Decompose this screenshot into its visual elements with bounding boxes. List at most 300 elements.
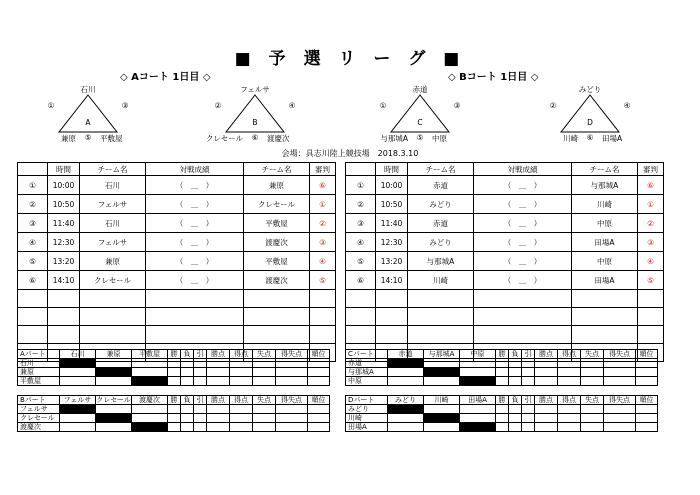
match-team2: 兼原 [244,176,310,195]
opponent-header: 石川 [60,350,96,359]
self-match-cell [460,377,496,386]
match-team2: 中原 [572,252,638,271]
result-cell [253,414,276,423]
result-cell [132,405,168,414]
team-name: 平敷屋 [18,377,60,386]
opponent-header: 平敷屋 [132,350,168,359]
part-label: Dパート [346,396,388,405]
blank-cell [18,326,48,344]
match-row [346,233,664,252]
match-no: ② [346,195,376,214]
stat-header: 勝 [168,396,181,405]
result-cell [388,368,424,377]
match-time: 10:00 [376,176,408,195]
match-ref: ⑤ [310,271,336,290]
match-team1: フェルサ [80,195,146,214]
blank-cell [80,290,146,308]
match-no: ③ [346,214,376,233]
match-row [346,176,664,195]
match-score: （ ＿ ） [146,271,244,290]
result-cell [522,423,535,432]
match-ref: ⑤ [638,271,664,290]
match-team1: 与那城A [408,252,474,271]
blank-cell [572,308,638,326]
team-name: 赤道 [346,359,388,368]
result-cell [424,377,460,386]
match-time: 11:40 [376,214,408,233]
result-cell [132,368,168,377]
result-cell [558,377,581,386]
match-no: ① [346,176,376,195]
standings-table [345,349,658,386]
match-ref: ⑥ [310,176,336,195]
blank-cell [244,308,310,326]
schedule-header: 時間 [48,163,80,176]
stat-header: 負 [181,396,194,405]
result-cell [276,405,308,414]
match-score: （ ＿ ） [474,176,572,195]
match-team2: クレセール [244,195,310,214]
schedule-header: 審判 [310,163,336,176]
result-cell [522,377,535,386]
result-cell [509,423,522,432]
team-name: 川崎 [346,414,388,423]
blank-cell [48,290,80,308]
match-no: ① [18,176,48,195]
triangle-letter: C [417,118,423,127]
result-cell [194,377,207,386]
match-score: （ ＿ ） [474,252,572,271]
stat-header: 引 [194,396,207,405]
match-ref: ④ [638,252,664,271]
stat-header: 得失点 [604,396,636,405]
match-ref: ③ [310,233,336,252]
result-cell [522,359,535,368]
result-cell [581,368,604,377]
match-ref: ② [310,214,336,233]
result-cell [581,359,604,368]
result-cell [96,423,132,432]
schedule-header: 対戦成績 [474,163,572,176]
result-cell [276,359,308,368]
result-cell [132,414,168,423]
match-team1: 兼原 [80,252,146,271]
stat-header: 引 [522,350,535,359]
team-name: クレセール [18,414,60,423]
result-cell [636,368,658,377]
blank-cell [638,308,664,326]
result-cell [522,414,535,423]
self-match-cell [460,423,496,432]
match-team2: 平敷屋 [244,214,310,233]
opponent-header: 川崎 [424,396,460,405]
triangle-letter: B [252,118,258,127]
match-team1: 石川 [80,176,146,195]
result-cell [604,377,636,386]
blank-cell [244,326,310,344]
result-cell [276,368,308,377]
result-cell [60,423,96,432]
part-label: Cパート [346,350,388,359]
stat-header: 順位 [308,350,330,359]
team-name: みどり [346,405,388,414]
blank-cell [146,326,244,344]
triangle-n-right: ④ [288,101,296,110]
result-cell [535,423,558,432]
blank-cell [48,326,80,344]
result-cell [308,377,330,386]
match-ref: ① [310,195,336,214]
result-cell [168,368,181,377]
result-cell [60,377,96,386]
result-cell [181,405,194,414]
match-row [18,176,336,195]
blank-row [18,308,336,326]
standings-table [345,395,658,432]
stat-header: 得点 [558,396,581,405]
result-cell [460,368,496,377]
part-label: Aパート [18,350,60,359]
team-name: 渡慶次 [18,423,60,432]
result-cell [230,377,253,386]
opponent-header: みどり [388,396,424,405]
match-team1: 石川 [80,214,146,233]
blank-cell [474,326,572,344]
result-cell [496,368,509,377]
match-no: ⑥ [18,271,48,290]
match-time: 12:30 [48,233,80,252]
triangle-n-left: ① [47,101,55,110]
triangle-right: 田場A [602,134,623,143]
standing-row [18,423,330,432]
match-team2: 平敷屋 [244,252,310,271]
triangle-letter: A [85,118,91,127]
result-cell [424,405,460,414]
result-cell [253,359,276,368]
result-cell [496,423,509,432]
result-cell [509,414,522,423]
self-match-cell [424,414,460,423]
opponent-header: 赤道 [388,350,424,359]
blank-cell [346,290,376,308]
page-title: ■ 予 選 リ ー グ ■ [234,49,466,69]
header-blank [346,163,376,176]
triangle-left: 兼原 [61,134,76,143]
triangle-right: 平敷屋 [100,134,123,143]
triangle-left: 与那城A [380,134,408,143]
result-cell [558,359,581,368]
result-cell [460,359,496,368]
result-cell [496,377,509,386]
result-cell [96,377,132,386]
result-cell [581,405,604,414]
team-name: 兼原 [18,368,60,377]
standing-row [346,377,658,386]
result-cell [636,423,658,432]
schedule-header: チーム名 [408,163,474,176]
stat-header: 順位 [308,396,330,405]
header-blank [18,163,48,176]
schedule-header: 時間 [376,163,408,176]
result-cell [604,405,636,414]
stat-header: 失点 [581,350,604,359]
result-cell [194,414,207,423]
match-team1: 赤道 [408,176,474,195]
result-cell [581,414,604,423]
blank-row [346,326,664,344]
match-no: ④ [18,233,48,252]
match-time: 13:20 [376,252,408,271]
match-score: （ ＿ ） [474,271,572,290]
result-cell [535,414,558,423]
result-cell [96,359,132,368]
self-match-cell [388,405,424,414]
result-cell [253,368,276,377]
triangle-right: 中原 [432,134,447,143]
match-team1: みどり [408,195,474,214]
stat-header: 失点 [253,396,276,405]
result-cell [535,359,558,368]
match-team2: 中原 [572,214,638,233]
result-cell [253,405,276,414]
standing-row [346,405,658,414]
stat-header: 得点 [230,396,253,405]
match-score: （ ＿ ） [146,214,244,233]
standings-table [17,349,330,386]
self-match-cell [132,423,168,432]
match-time: 10:50 [376,195,408,214]
triangle-n-right: ③ [121,101,129,110]
result-cell [460,405,496,414]
match-time: 11:40 [48,214,80,233]
triangle-n-left: ② [549,101,557,110]
triangle-n-right: ④ [623,101,631,110]
triangle-n-bottom: ⑤ [416,133,424,142]
match-row [18,252,336,271]
blank-row [346,290,664,308]
blank-cell [376,308,408,326]
match-score: （ ＿ ） [146,233,244,252]
result-cell [194,405,207,414]
blank-cell [310,326,336,344]
result-cell [636,405,658,414]
stat-header: 得失点 [604,350,636,359]
blank-cell [18,290,48,308]
match-score: （ ＿ ） [146,176,244,195]
stat-header: 勝 [496,350,509,359]
result-cell [509,368,522,377]
opponent-header: 田場A [460,396,496,405]
result-cell [60,368,96,377]
result-cell [276,423,308,432]
match-team2: 与那城A [572,176,638,195]
match-row [18,195,336,214]
result-cell [168,377,181,386]
blank-cell [408,326,474,344]
result-cell [168,359,181,368]
standing-row [18,414,330,423]
blank-cell [474,308,572,326]
triangle-n-left: ② [214,101,222,110]
match-row [18,271,336,290]
match-time: 12:30 [376,233,408,252]
result-cell [308,368,330,377]
result-cell [424,423,460,432]
opponent-header: 中原 [460,350,496,359]
match-score: （ ＿ ） [474,195,572,214]
result-cell [168,414,181,423]
result-cell [388,414,424,423]
result-cell [535,377,558,386]
schedule-grid [17,162,336,362]
opponent-header: クレセール [96,396,131,404]
match-time: 14:10 [376,271,408,290]
standing-row [18,359,330,368]
result-cell [230,414,253,423]
blank-cell [18,308,48,326]
blank-cell [80,308,146,326]
court-b-title: ◇ Bコート 1日目 ◇ [448,72,539,83]
match-row [346,252,664,271]
result-cell [509,359,522,368]
self-match-cell [388,359,424,368]
standing-row [346,359,658,368]
result-cell [181,423,194,432]
match-row [18,233,336,252]
blank-cell [408,308,474,326]
result-cell [424,359,460,368]
result-cell [194,359,207,368]
stat-header: 勝点 [535,350,558,359]
result-cell [522,368,535,377]
match-ref: ② [638,214,664,233]
schedule-header: 審判 [638,163,664,176]
blank-cell [572,290,638,308]
match-team2: 田場A [572,233,638,252]
match-no: ⑤ [18,252,48,271]
result-cell [181,377,194,386]
blank-cell [310,290,336,308]
opponent-header: 兼原 [96,350,132,359]
result-cell [604,423,636,432]
triangle-left: 川崎 [563,134,578,143]
match-ref: ⑥ [638,176,664,195]
triangle-top: 石川 [80,85,96,94]
result-cell [207,368,230,377]
result-cell [194,368,207,377]
match-no: ③ [18,214,48,233]
match-team2: 田場A [572,271,638,290]
result-cell [253,423,276,432]
schedule-header: チーム名 [572,163,638,176]
stat-header: 失点 [581,396,604,405]
result-cell [388,377,424,386]
blank-row [346,308,664,326]
opponent-header: 渡慶次 [132,396,168,405]
stat-header: 順位 [636,350,658,359]
self-match-cell [60,405,96,414]
result-cell [181,359,194,368]
opponent-header: フェルサ [60,396,96,405]
blank-cell [376,326,408,344]
stat-header: 負 [509,350,522,359]
result-cell [604,359,636,368]
result-cell [581,377,604,386]
result-cell [535,368,558,377]
result-cell [460,414,496,423]
blank-cell [474,290,572,308]
result-cell [168,423,181,432]
standings-table [17,395,330,432]
triangle-n-right: ③ [453,101,461,110]
result-cell [604,368,636,377]
result-cell [496,414,509,423]
result-cell [181,368,194,377]
blank-row [18,290,336,308]
match-score: （ ＿ ） [474,233,572,252]
standing-row [18,377,330,386]
match-team2: 渡慶次 [244,271,310,290]
result-cell [509,377,522,386]
match-no: ④ [346,233,376,252]
team-name: フェルサ [18,405,60,414]
triangle-letter: D [587,118,593,127]
stat-header: 勝 [496,396,509,405]
stat-header: 失点 [253,350,276,359]
result-cell [308,359,330,368]
schedule-header: 対戦成績 [146,163,244,176]
match-score: （ ＿ ） [474,214,572,233]
venue-date: 会場：具志川陸上競技場 2018.3.10 [281,149,419,158]
match-ref: ④ [310,252,336,271]
result-cell [230,405,253,414]
match-score: （ ＿ ） [146,195,244,214]
team-name: 田場A [346,423,388,432]
match-row [18,214,336,233]
triangle-top: 赤道 [412,85,428,94]
result-cell [535,405,558,414]
result-cell [60,414,96,423]
self-match-cell [60,359,96,368]
match-team2: 渡慶次 [244,233,310,252]
match-team1: フェルサ [80,233,146,252]
match-ref: ③ [638,233,664,252]
result-cell [388,423,424,432]
team-name: 石川 [18,359,60,368]
stat-header: 負 [181,350,194,359]
standing-row [18,405,330,414]
result-cell [276,414,308,423]
result-cell [558,368,581,377]
result-cell [207,414,230,423]
schedule-header: チーム名 [244,163,310,176]
result-cell [207,377,230,386]
blank-cell [310,308,336,326]
blank-cell [48,308,80,326]
self-match-cell [96,368,132,377]
result-cell [230,368,253,377]
stat-header: 得点 [558,350,581,359]
triangle-right: 渡慶次 [267,134,290,143]
opponent-header: 与那城A [424,350,460,359]
result-cell [308,423,330,432]
result-cell [194,423,207,432]
result-cell [558,414,581,423]
stat-header: 得失点 [276,396,308,405]
match-no: ⑥ [346,271,376,290]
standing-row [18,368,330,377]
match-team1: クレセール [80,271,146,290]
